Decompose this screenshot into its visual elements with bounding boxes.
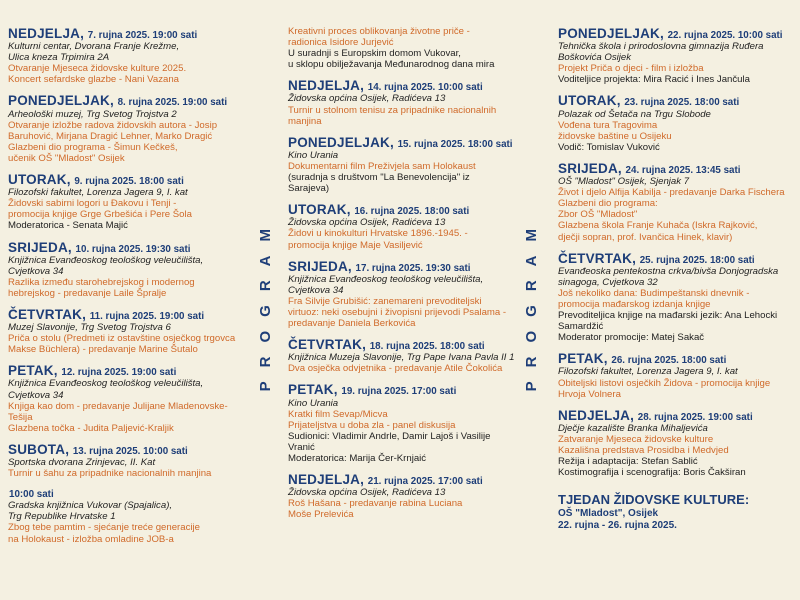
event-date-time: 16. rujna 2025. 18:00 sati: [354, 206, 470, 218]
event-credit: Režija i adaptacija: Stefan Sablić: [558, 456, 698, 468]
event-date-time: 10. rujna 2025. 19:30 sati: [75, 243, 191, 255]
program-column-2: [288, 26, 516, 530]
event-title: Roš Hašana - predavanje rabina Luciana: [288, 498, 463, 510]
event-entry: [8, 306, 244, 356]
event-venue: OŠ "Mladost" Osijek, Sjenjak 7: [558, 176, 690, 188]
event-date-time: 19. rujna 2025. 17:00 sati: [341, 386, 457, 398]
event-entry: [558, 160, 794, 243]
event-title: virtuoz: neki osebujni i živopisni prijevodi Psalama -: [288, 306, 507, 318]
event-credit: (suradnja s društvom "La Benevolencija" iz: [288, 172, 470, 184]
tjedan-title: TJEDAN ŽIDOVSKE KULTURE:: [558, 492, 750, 508]
event-venue: Arheološki muzej, Trg Svetog Trojstva 2: [8, 108, 177, 120]
event-title: Kreativni proces oblikovanja životne priče -: [288, 26, 470, 37]
event-credit: Voditeljice projekta: Mira Racić i Ines Jančula: [558, 74, 750, 86]
event-title: Otvaranje Mjeseca židovske kulture 2025.: [8, 63, 187, 75]
event-heading: [8, 28, 244, 41]
event-title: Dokumentarni film Preživjela sam Holokaust: [288, 160, 476, 172]
event-entry: [558, 407, 794, 479]
event-date-time: 13. rujna 2025. 10:00 sati: [72, 445, 188, 457]
event-date-time: 25. rujna 2025. 18:00 sati: [639, 254, 755, 266]
event-venue: Polazak od Šetača na Trgu Slobode: [558, 108, 711, 120]
event-day: SRIJEDA,: [8, 239, 72, 255]
event-venue: Dječje kazalište Branka Mihaljevića: [558, 422, 708, 434]
event-venue: Kino Urania: [288, 149, 339, 161]
program-vertical-label-right: PROGRAM: [523, 215, 540, 392]
event-date-time: 28. rujna 2025. 19:00 sati: [637, 411, 753, 423]
event-date-time: 24. rujna 2025. 13:45 sati: [625, 164, 741, 176]
program-column-3: [558, 28, 794, 532]
event-venue: Kulturni centar, Dvorana Franje Krežme,: [8, 41, 180, 53]
event-title: Obiteljski listovi osječkih Židova - promocija knjige: [558, 377, 771, 389]
event-heading: [8, 239, 244, 255]
event-title: Koncert sefardske glazbe - Nani Vazana: [8, 74, 180, 86]
event-title: Moše Prelevića: [288, 509, 354, 521]
event-entry: [558, 28, 794, 85]
event-day: PETAK,: [8, 363, 58, 379]
event-day: NEDJELJA,: [558, 407, 635, 423]
event-entry: [558, 353, 794, 399]
event-title: Projekt Priča o djeci - film i izložba: [558, 63, 704, 75]
event-date-time: 21. rujna 2025. 17:00 sati: [367, 476, 483, 488]
event-venue: Tehnička škola i prirodoslovna gimnazija Ruđera: [558, 41, 764, 53]
event-credit: Moderator promocije: Matej Sakač: [558, 332, 705, 344]
event-title: Prijateljstva u doba zla - panel diskusija: [288, 419, 456, 431]
event-title: Priča o stolu (Predmeti iz ostavštine osječkog trgovca: [8, 333, 236, 345]
event-title: Fra Silvije Grubišić: zanemareni prevoditeljski: [288, 295, 482, 307]
event-day: PETAK,: [288, 382, 338, 398]
event-title: Makse Büchlera) - predavanje Marine Šutalo: [8, 344, 198, 356]
event-heading: [288, 134, 516, 150]
event-day: UTORAK,: [8, 172, 71, 188]
event-title: Život i djelo Alfija Kabilja - predavanje Darka Fischera: [558, 187, 785, 199]
event-title: židovske baštine u Osijeku: [558, 130, 672, 142]
tjedan-zidovske-kulture: [558, 494, 794, 532]
event-title: Turnir u šahu za pripadnike nacionalnih manjina: [8, 468, 212, 480]
event-title: Otvaranje izložbe radova židovskih autora - Josip: [8, 119, 218, 131]
event-entry: [8, 174, 244, 231]
event-credit: Moderatorica: Marija Čer-Krnjaić: [288, 453, 427, 464]
event-title: hebrejskog - predavanje Laile Špralje: [8, 287, 167, 299]
program-vertical-label-left: PROGRAM: [257, 215, 274, 392]
tjedan-place: OŠ "Mladost", Osijek: [558, 508, 659, 520]
event-title: Kratki film Sevap/Micva: [288, 408, 388, 420]
event-title: Razlika između starohebrejskog i modernog: [8, 276, 195, 288]
event-entry: [8, 365, 244, 434]
event-day: PONEDJELJAK,: [8, 93, 114, 109]
event-date-time: 8. rujna 2025. 19:00 sati: [117, 97, 228, 109]
event-date-time: 17. rujna 2025. 19:30 sati: [355, 262, 471, 274]
event-venue: Filozofski fakultet, Lorenza Jagera 9, I. kat: [558, 366, 738, 378]
program-column-1: [8, 28, 244, 555]
event-title: Još nekoliko dana: Budimpeštanski dnevnik -: [558, 287, 750, 299]
tjedan-dates: 22. rujna - 26. rujna 2025.: [558, 520, 677, 532]
event-title: Židovski sabirni logori u Đakovu i Tenji -: [8, 198, 177, 210]
event-venue: Knjižnica Evanđeoskog teološkog veleučilišta,: [8, 378, 204, 390]
event-date-time: 11. rujna 2025. 19:00 sati: [89, 310, 205, 322]
event-title: Zbog tebe pamtim - sjećanje treće generacije: [8, 522, 200, 534]
event-entry: [288, 204, 516, 250]
event-heading: [8, 95, 244, 108]
event-credit: Vranić: [288, 441, 315, 453]
column-3-events: [558, 28, 794, 478]
event-day: PONEDJELJAK,: [288, 134, 394, 150]
event-credit: Moderatorica - Senata Majić: [8, 220, 128, 232]
event-credit: Sudionici: Vladimir Andrle, Damir Lajoš i Vasilije: [288, 430, 491, 442]
event-entry: [8, 441, 244, 480]
event-date-time: 7. rujna 2025. 19:00 sati: [87, 30, 198, 41]
event-day: NEDJELJA,: [8, 26, 85, 41]
event-entry: [8, 28, 244, 85]
event-date-time: 22. rujna 2025. 10:00 sati: [667, 30, 783, 41]
event-venue: Sportska dvorana Zrinjevac, II. Kat: [8, 457, 156, 468]
event-venue: Knjižnica Muzeja Slavonije, Trg Pape Ivana Pavla II 1: [288, 352, 515, 364]
event-date-time: 23. rujna 2025. 18:00 sati: [624, 97, 740, 109]
event-title: predavanje Daniela Berkovića: [288, 318, 416, 330]
event-title: Hrvoja Volnera: [558, 388, 621, 400]
event-day: UTORAK,: [558, 93, 621, 109]
event-entry: [288, 80, 516, 126]
event-title: Tešija: [8, 411, 33, 423]
event-title: Kazališna predstava Prosidba i Medvjed: [558, 445, 729, 456]
event-date-time: 9. rujna 2025. 18:00 sati: [74, 176, 184, 188]
event-venue: Cvjetkova 34: [288, 284, 344, 296]
event-title: promocija knjige Grge Grbešića i Pere Šola: [8, 209, 192, 221]
event-date-time: 18. rujna 2025. 18:00 sati: [369, 341, 485, 353]
event-credit: U suradnji s Europskim domom Vukovar,: [288, 48, 461, 60]
event-venue: sinagoga, Cvjetkova 32: [558, 276, 658, 288]
event-title: Vođena tura Tragovima: [558, 119, 658, 131]
event-venue: Filozofski fakultet, Lorenza Jagera 9, I. kat: [8, 187, 188, 199]
event-credit: Prevoditeljica knjige na mađarski jezik: Ana Lehocki: [558, 310, 778, 322]
event-entry: [288, 474, 516, 520]
event-heading: [558, 28, 794, 41]
event-venue: Knjižnica Evanđeoskog teološkog veleučilišta,: [8, 254, 204, 266]
event-title: Knjiga kao dom - predavanje Julijane Mladenovske-: [8, 400, 228, 412]
event-title: radionica Isidore Jurjević: [288, 37, 394, 49]
event-date-time: 26. rujna 2025. 18:00 sati: [611, 355, 727, 367]
event-venue: Ulica kneza Trpimira 2A: [8, 52, 110, 64]
event-entry: [8, 95, 244, 164]
event-title: promocija mađarskog izdanja knjige: [558, 298, 711, 310]
event-credit: u sklopu obilježavanja Međunarodnog dana mira: [288, 59, 495, 71]
event-entry: [558, 250, 794, 344]
event-title: Zbor OŠ "Mladost": [558, 209, 638, 221]
event-venue: Gradska knjižnica Vukovar (Spajalica),: [8, 500, 173, 512]
event-day: ČETVRTAK,: [288, 337, 367, 353]
event-title: manjina: [288, 115, 322, 127]
event-title: Glazbeni dio programa:: [558, 198, 658, 210]
event-day: NEDJELJA,: [288, 472, 365, 488]
event-heading: [288, 339, 516, 352]
event-venue: Cvjetkova 34: [8, 389, 64, 401]
event-date-time: 10:00 sati: [9, 489, 54, 501]
event-heading: [288, 474, 516, 487]
event-venue: Kino Urania: [288, 397, 339, 409]
event-heading: [8, 489, 244, 500]
event-venue: Trg Republike Hrvatske 1: [8, 511, 116, 523]
event-heading: [288, 204, 516, 217]
event-heading: [8, 306, 244, 322]
event-heading: [558, 250, 794, 266]
event-entry: [288, 384, 516, 464]
event-heading: [558, 160, 794, 176]
event-heading: [558, 95, 794, 108]
event-credit: Sarajeva): [288, 183, 330, 195]
event-venue: Muzej Slavonije, Trg Svetog Trojstva 6: [8, 322, 171, 334]
event-title: Dva osječka odvjetnika - predavanje Atile Čokolića: [288, 363, 503, 375]
event-venue: Židovska općina Osijek, Radićeva 13: [288, 93, 446, 105]
event-title: dječji sopran, prof. Ivančica Hinek, klavir): [558, 231, 733, 243]
event-entry: [8, 489, 244, 544]
event-heading: [8, 365, 244, 378]
event-venue: Knjižnica Evanđeoskog teološkog veleučilišta,: [288, 273, 484, 285]
event-title: Zatvaranje Mjeseca židovske kulture: [558, 433, 714, 445]
event-heading: [288, 384, 516, 397]
event-heading: [8, 441, 244, 457]
event-entry: [288, 258, 516, 330]
event-date-time: 15. rujna 2025. 18:00 sati: [397, 138, 513, 150]
event-title: Glazbeni dio programa - Šimun Kečkeš,: [8, 141, 178, 153]
event-title: promocija knjige Maje Vasiljević: [288, 239, 423, 251]
event-date-time: 14. rujna 2025. 10:00 sati: [367, 82, 483, 94]
event-title: na Holokaust - izložba omladine JOB-a: [8, 533, 174, 545]
event-heading: [558, 407, 794, 423]
event-heading: [558, 353, 794, 366]
event-day: SRIJEDA,: [558, 160, 622, 176]
event-credit: Vodič: Tomislav Vuković: [558, 141, 660, 153]
event-title: Turnir u stolnom tenisu za pripadnike nacionalnih: [288, 104, 497, 116]
event-day: UTORAK,: [288, 202, 351, 218]
event-entry: [288, 26, 516, 70]
event-title: Glazbena škola Franje Kuhača (Iskra Rajković,: [558, 220, 758, 232]
event-venue: Boškovića Osijek: [558, 52, 632, 64]
event-day: ČETVRTAK,: [8, 306, 87, 322]
event-venue: Evanđeoska pentekostna crkva/bivša Donjogradska: [558, 265, 779, 277]
event-venue: Židovska općina Osijek, Radićeva 13: [288, 487, 446, 499]
event-date-time: 12. rujna 2025. 19:00 sati: [61, 367, 177, 379]
event-title: Glazbena točka - Judita Paljević-Kraljik: [8, 422, 174, 434]
event-entry: [288, 339, 516, 374]
event-day: SUBOTA,: [8, 441, 70, 457]
event-entry: [8, 239, 244, 299]
event-credit: Kostimografija i scenografija: Boris Čakširan: [558, 467, 746, 479]
event-entry: [288, 134, 516, 195]
event-day: SRIJEDA,: [288, 258, 352, 274]
event-title: Baruhović, Mirjana Dragić Lehner, Marko Dragić: [8, 130, 213, 142]
event-title: učenik OŠ "Mladost" Osijek: [8, 152, 125, 164]
event-day: NEDJELJA,: [288, 78, 365, 94]
event-title: Židovi u kinokulturi Hrvatske 1896.-1945. -: [288, 228, 468, 240]
event-entry: [558, 95, 794, 152]
event-venue: Cvjetkova 34: [8, 265, 64, 277]
event-day: PETAK,: [558, 351, 608, 367]
event-credit: Samardžić: [558, 321, 604, 333]
event-heading: [288, 80, 516, 93]
event-day: PONEDJELJAK,: [558, 26, 664, 41]
event-heading: [8, 174, 244, 187]
event-heading: [288, 258, 516, 274]
event-venue: Židovska općina Osijek, Radićeva 13: [288, 217, 446, 229]
event-day: ČETVRTAK,: [558, 250, 637, 266]
